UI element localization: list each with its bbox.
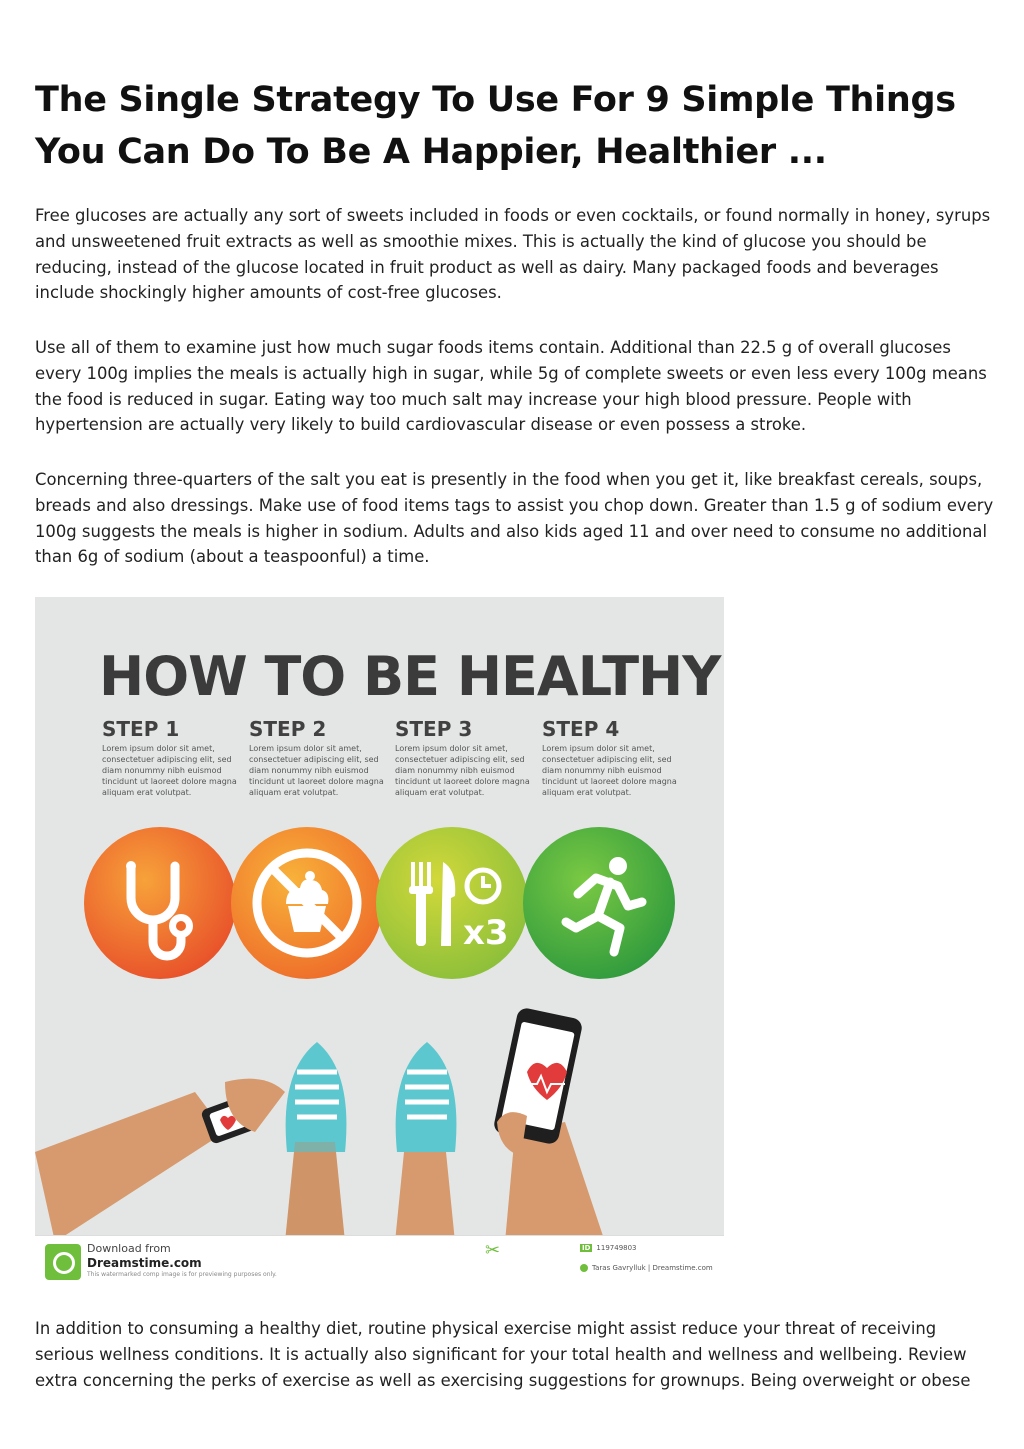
running-man-icon: [522, 826, 676, 980]
scissors-icon: ✂: [485, 1240, 501, 1261]
step-1: [102, 717, 242, 798]
step-3: [395, 717, 535, 798]
step-4-body: Lorem ipsum dolor sit amet, consectetuer adipiscing elit, sed diam nonummy nibh euismod tincidunt ut laoreet dolore magna aliquam erat volutpat.: [542, 744, 677, 797]
dreamstime-logo-icon: [45, 1244, 81, 1280]
article-title: The Single Strategy To Use For 9 Simple Things You Can Do To Be A Happier, Healthier ...: [35, 80, 956, 172]
image-author-text: Taras Gavrylluk | Dreamstime.com: [592, 1264, 713, 1272]
paragraph-1: Free glucoses are actually any sort of sweets included in foods or even cocktails, or found normally in honey, syrups and unsweetened fruit extracts as well as smoothie mixes. This is actually the kind of glucose you should be reducing, instead of the glucose located in fruit product as well as dairy. Many packaged foods and beverages include shockingly higher amounts of cost-free glucoses.: [35, 206, 991, 303]
paragraph-4: In addition to consuming a healthy diet, routine physical exercise might assist reduce your threat of receiving serious wellness conditions. It is actually also significant for your total health and wellness and wellbeing. Review extra concerning the perks of exercise as well as exercising suggestions for grownups. Being overweight or obese: [35, 1319, 971, 1390]
image-credit-bar: [35, 1235, 724, 1285]
step-3-body: Lorem ipsum dolor sit amet, consectetuer adipiscing elit, sed diam nonummy nibh euismod tincidunt ut laoreet dolore magna aliquam erat volutpat.: [395, 744, 530, 797]
step-1-body: Lorem ipsum dolor sit amet, consectetuer adipiscing elit, sed diam nonummy nibh euismod tincidunt ut laoreet dolore magna aliquam erat volutpat.: [102, 744, 237, 797]
stethoscope-icon: [83, 826, 237, 980]
image-id-tag: ID: [582, 1244, 591, 1252]
credit-download-text: Download from: [87, 1242, 171, 1255]
infographic-image: [35, 597, 724, 1285]
step-2: [249, 717, 389, 798]
meals-x3-icon: [375, 826, 529, 980]
image-id-value: 119749803: [596, 1244, 637, 1252]
step-4-label: STEP 4: [542, 717, 620, 741]
no-dessert-icon: [230, 826, 384, 980]
meals-badge: x3: [463, 913, 509, 953]
fitness-scene-illustration: [35, 1002, 724, 1242]
image-id: [580, 1244, 637, 1252]
step-1-label: STEP 1: [102, 717, 180, 741]
paragraph-2: Use all of them to examine just how much sugar foods items contain. Additional than 22.5 g of overall glucoses every 100g implies the meals is actually high in sugar, while 5g of complete sweets or even less every 100g means the food is reduced in sugar. Eating way too much salt may increase your high blood pressure. People with hypertension are actually very likely to build cardiovascular disease or even possess a stroke.: [35, 338, 987, 435]
step-4: [542, 717, 682, 798]
step-2-body: Lorem ipsum dolor sit amet, consectetuer adipiscing elit, sed diam nonummy nibh euismod tincidunt ut laoreet dolore magna aliquam erat volutpat.: [249, 744, 384, 797]
step-2-label: STEP 2: [249, 717, 327, 741]
credit-watermark-note: This watermarked comp image is for previewing purposes only.: [87, 1271, 277, 1278]
paragraph-3: Concerning three-quarters of the salt you eat is presently in the food when you get it, like breakfast cereals, soups, breads and also dressings. Make use of food items tags to assist you chop down. Greater than 1.5 g of sodium every 100g suggests the meals is higher in sodium. Adults and also kids aged 11 and over need to consume no additional than 6g of sodium (about a teaspoonful) a time.: [35, 470, 994, 567]
copyright-icon: [580, 1264, 588, 1272]
image-author: [580, 1264, 713, 1272]
step-3-label: STEP 3: [395, 717, 473, 741]
infographic-title: HOW TO BE HEALTHY: [99, 645, 721, 708]
credit-site-name: Dreamstime.com: [87, 1256, 202, 1270]
